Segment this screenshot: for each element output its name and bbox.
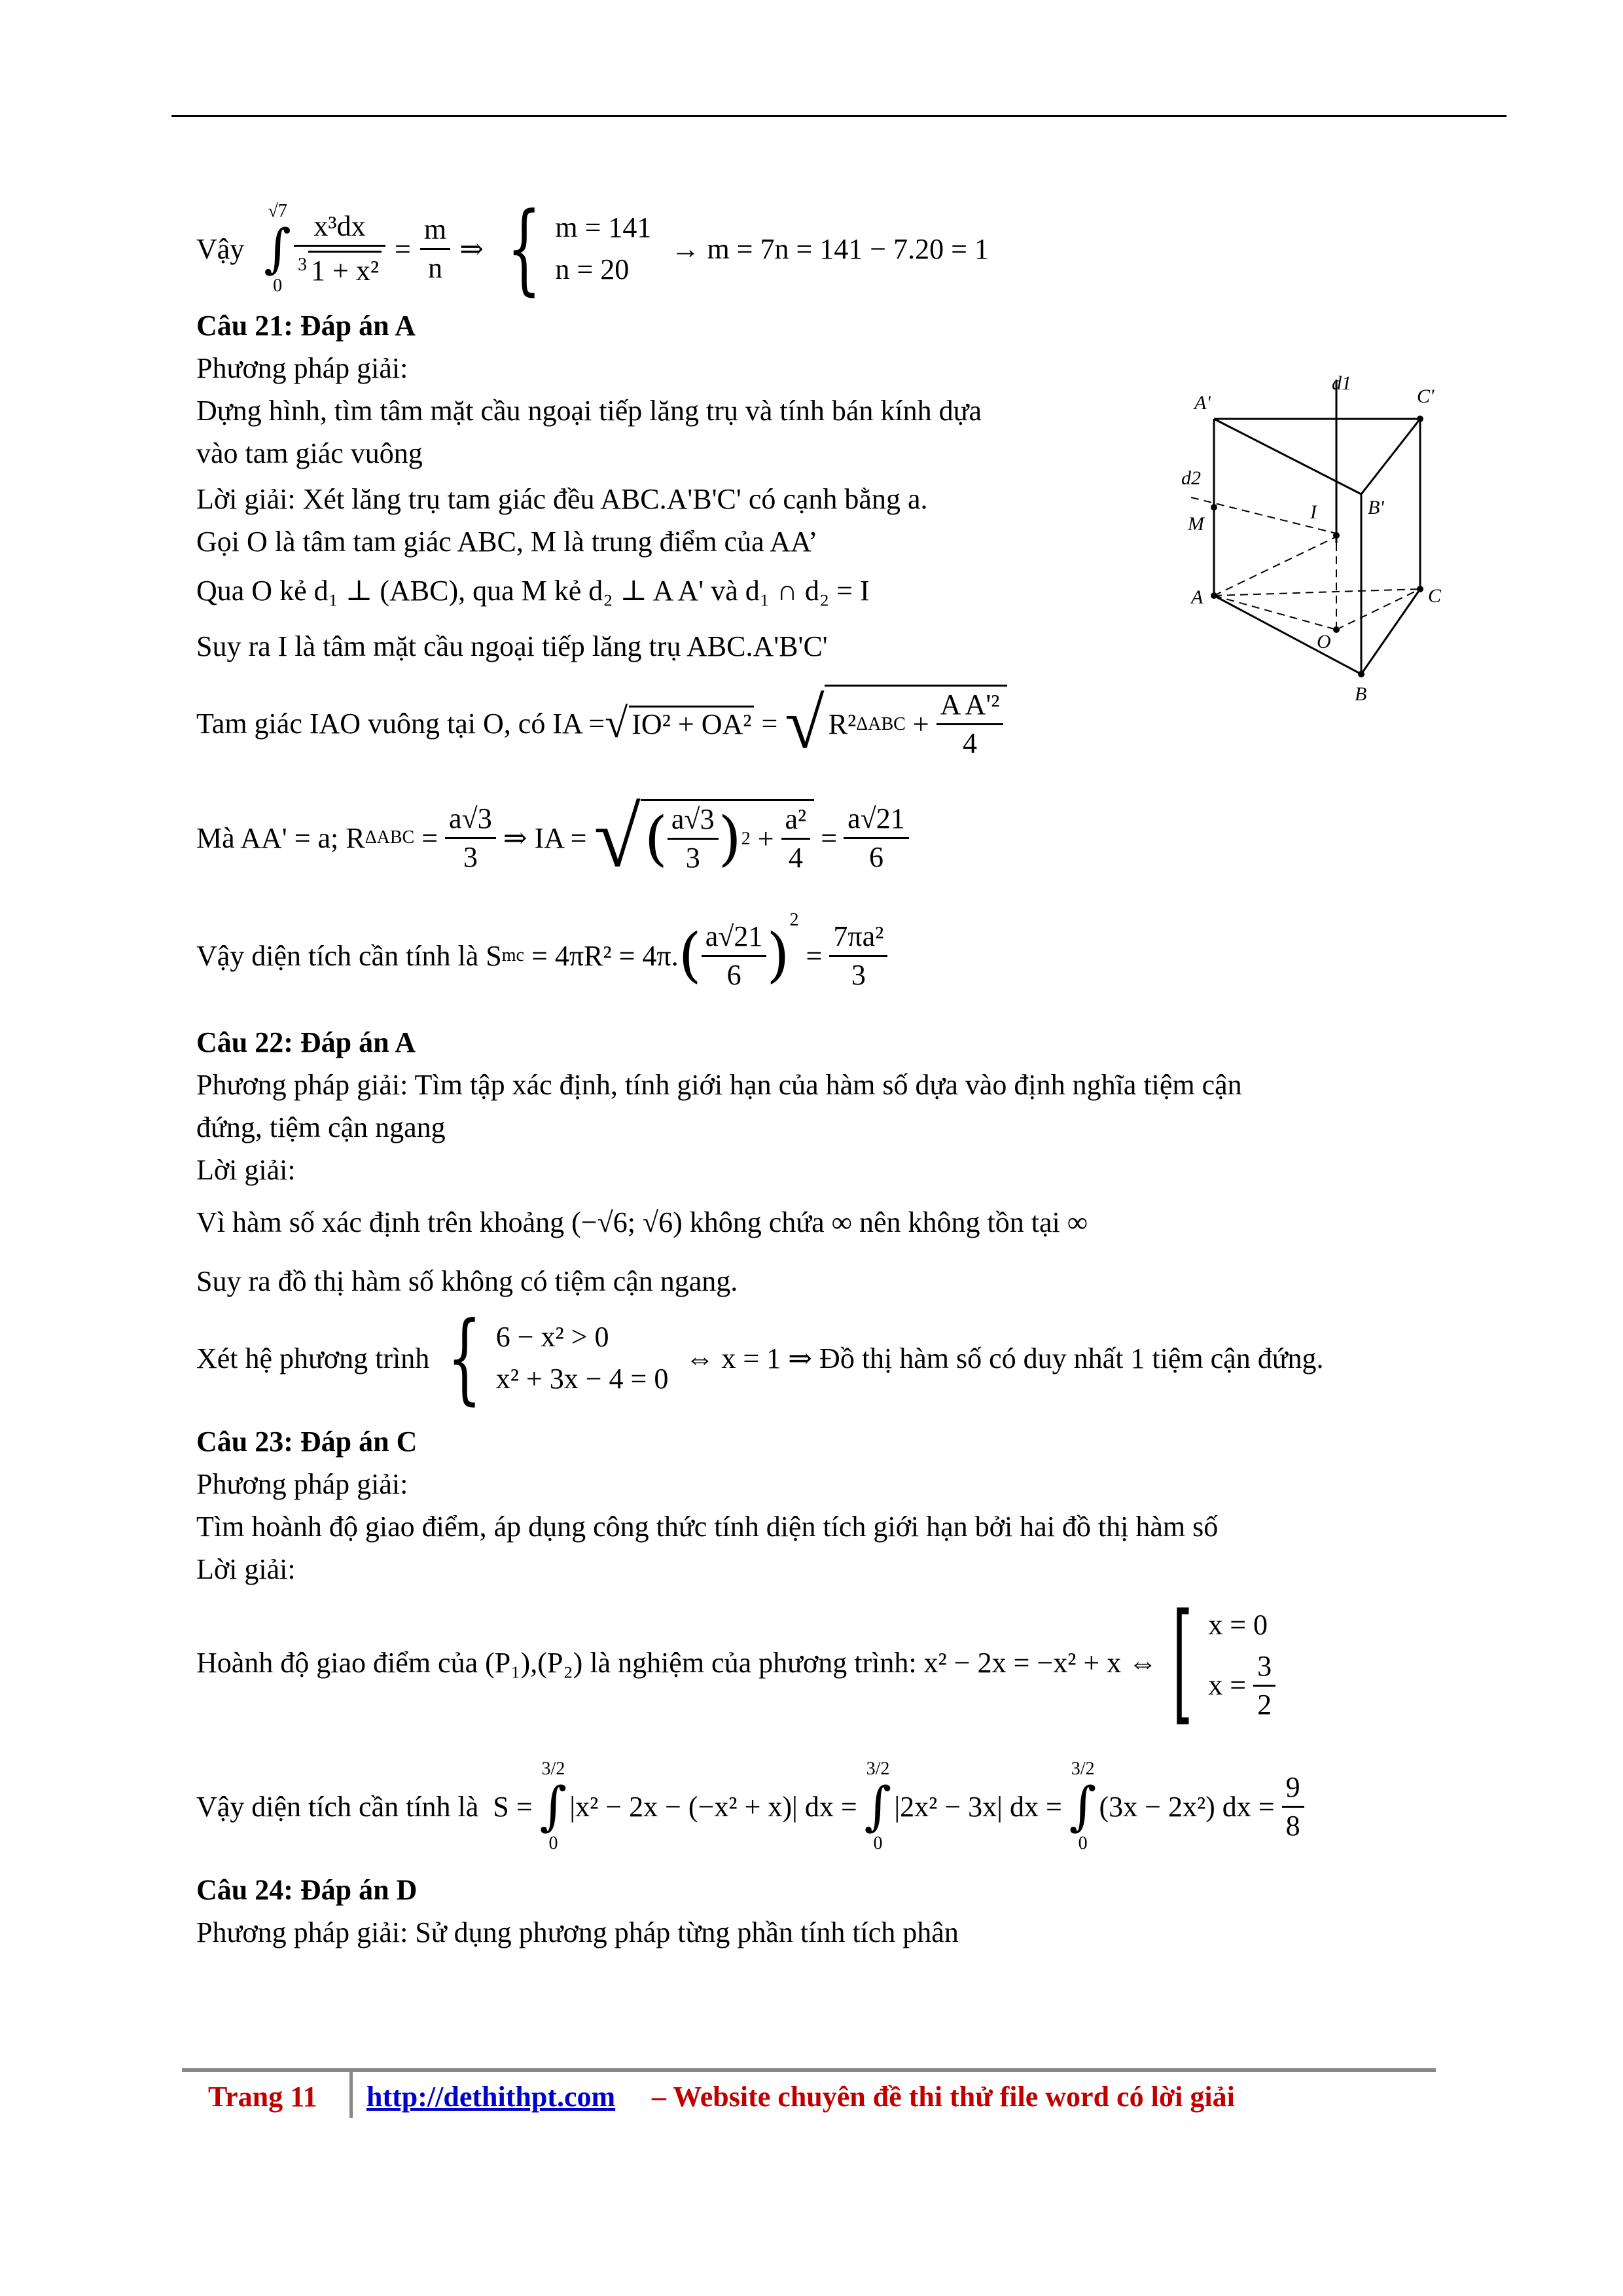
q24-title: Câu 24: Đáp án D <box>196 1874 418 1906</box>
label-B-prime: B' <box>1368 497 1384 518</box>
intro-integrand: $\frac{\text{x³dx}}{^3 1 + x^2}$ <box>294 208 385 290</box>
intro-equation: Vậy √7 ∫ 0 $\frac{\text{x³dx}}{^3 1 + x^2}$ = $\frac{m}{n}$ ⇒ { m = 141 n = 20 → m = 7n = 141 − 7.20 = 1 <box>196 192 989 306</box>
q21-solution-5: Tam giác IAO vuông tại O, có IA = √ IO² + OA² = √ R² ΔABC + $\frac{\text{A A'²}}{4}$ <box>196 681 1007 766</box>
q22-solution-2: Suy ra đồ thị hàm số không có tiệm cận ngang. <box>196 1265 738 1297</box>
q23-solution-1: Hoành độ giao điểm của (P₁),(P₂) là nghiệm của phương trình: x² − 2x = −x² + x ⇔ [ x = 0 x = $\frac{3}{2}$ <box>196 1590 1275 1734</box>
q23-method-label: Phương pháp giải: <box>196 1468 408 1500</box>
label-I: I <box>1310 501 1317 523</box>
q21-solution-7: Vậy diện tích cần tính là S mc = 4πR² = 4π. ( $\frac{a√21}{6}$ ) 2 = $\frac{\text{7πa²}}{3}$ <box>196 910 887 1001</box>
intro-result: → m = 7n = 141 − 7.20 = 1 <box>671 232 989 265</box>
q21-solution-2: Gọi O là tâm tam giác ABC, M là trung điểm của AA’ <box>196 526 818 558</box>
intro-mn-fraction: $\frac{m}{n}$ <box>420 211 450 287</box>
q23-method-text: Tìm hoành độ giao điểm, áp dụng công thức tính diện tích giới hạn bởi hai đồ thị hàm số <box>196 1511 1219 1543</box>
label-C-prime: C' <box>1417 386 1435 407</box>
q22-solution-1: Vì hàm số xác định trên khoảng (−√6; √6) không chứa ∞ nên không tồn tại ∞ <box>196 1206 1088 1238</box>
q21-solution-4: Suy ra I là tâm mặt cầu ngoại tiếp lăng trụ ABC.A'B'C' <box>196 630 828 662</box>
prism-figure <box>1165 367 1466 733</box>
label-d2: d2 <box>1181 467 1201 489</box>
q22-method-1: Phương pháp giải: Tìm tập xác định, tính giới hạn của hàm số dựa vào định nghĩa tiệm cận <box>196 1069 1242 1101</box>
q21-method-label: Phương pháp giải: <box>196 352 408 384</box>
integral-symbol: √7 ∫ 0 <box>264 201 291 296</box>
footer-page-number: Trang 11 <box>208 2081 317 2113</box>
q21-method-text-1: Dựng hình, tìm tâm mặt cầu ngoại tiếp lăng trụ và tính bán kính dựa <box>196 395 982 427</box>
label-A-prime: A' <box>1194 392 1211 414</box>
footer-link[interactable]: http://dethithpt.com <box>366 2081 616 2113</box>
q22-solution-3: Xét hệ phương trình { 6 − x² > 0 x² + 3x − 4 = 0 ⇔ x = 1 ⇒ Đồ thị hàm số có duy nhất 1 tiệm cận đứng. <box>196 1301 1324 1415</box>
label-A: A <box>1191 586 1204 608</box>
q23-solution-label: Lời giải: <box>196 1553 296 1585</box>
label-M: M <box>1188 513 1204 535</box>
intro-vay: Vậy <box>196 232 245 265</box>
q22-title: Câu 22: Đáp án A <box>196 1026 416 1058</box>
footer-rule <box>182 2068 1436 2072</box>
q21-solution-3: Qua O kẻ d₁ ⊥ (ABC), qua M kẻ d₂ ⊥ A A' và d₁ ∩ d₂ = I <box>196 575 870 607</box>
top-rule <box>171 115 1507 117</box>
q21-solution-6: Mà AA' = a; R ΔABC = $\frac{a√3}{3}$ ⇒ IA = √ ( $\frac{a√3}{3}$ ) 2 + $\frac{\text{a²}}{4}$ = $\frac{a√21}{6}$ <box>196 792 909 884</box>
q21-method-text-2: vào tam giác vuông <box>196 437 423 469</box>
label-d1: d1 <box>1332 372 1351 394</box>
q23-solution-2: Vậy diện tích cần tính là S = 3/2 ∫ 0 |x² − 2x − (−x² + x)| dx = 3/2 ∫ 0 |2x² − 3x| dx = 3/2 ∫ 0 (3x − 2x²) dx = $\frac{9}{8}$ <box>196 1748 1304 1865</box>
q23-title: Câu 23: Đáp án C <box>196 1426 418 1458</box>
label-C: C <box>1428 585 1442 607</box>
q21-title: Câu 21: Đáp án A <box>196 310 416 342</box>
label-O: O <box>1317 631 1331 653</box>
intro-system: m = 141 n = 20 <box>555 211 652 285</box>
q21-solution-1: Lời giải: Xét lăng trụ tam giác đều ABC.A'B'C' có cạnh bằng a. <box>196 483 928 515</box>
q24-method: Phương pháp giải: Sử dụng phương pháp từng phần tính tích phân <box>196 1916 959 1948</box>
q22-method-2: đứng, tiệm cận ngang <box>196 1111 446 1143</box>
footer-separator <box>349 2072 353 2118</box>
footer-tagline: – Website chuyên đề thi thử file word có lời giải <box>652 2081 1235 2113</box>
label-B: B <box>1355 683 1367 705</box>
q22-solution-label: Lời giải: <box>196 1154 296 1186</box>
